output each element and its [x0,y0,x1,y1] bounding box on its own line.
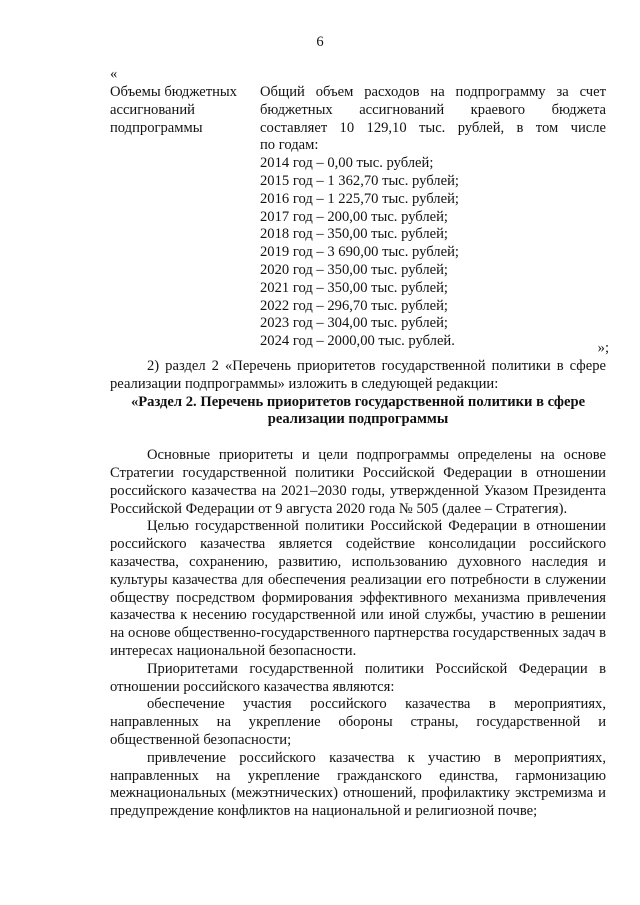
body-paragraph: Приоритетами государственной политики Российской Федерации в отношении российского казачества являются: [110,660,606,695]
body-paragraph: обеспечение участия российского казачества в мероприятиях, направленных на укрепление обороны страны, государственной и общественной безопасности; [110,696,606,748]
opening-quote: « [110,66,118,82]
budget-year-item: 2019 год – 3 690,00 тыс. рублей; [260,244,459,261]
document-body [110,358,606,821]
budget-year-item: 2017 год – 200,00 тыс. рублей; [260,208,448,225]
page-number: 6 [316,34,324,50]
section-heading-line: «Раздел 2. Перечень приоритетов государственной политики в сфере [130,393,586,410]
budget-years-list [260,155,606,351]
budget-intro-line: Общий объем расходов на подпрограмму за счет [260,84,606,100]
budget-year-item: 2024 год – 2000,00 тыс. рублей. [260,333,455,350]
budget-label-line: ассигнований [110,101,195,118]
budget-label [110,84,250,137]
section-heading [110,394,606,430]
closing-quote: »; [597,340,609,356]
budget-year-item: 2014 год – 0,00 тыс. рублей; [260,155,434,172]
budget-year-item: 2018 год – 350,00 тыс. рублей; [260,226,448,243]
budget-year-item: 2023 год – 304,00 тыс. рублей; [260,315,448,332]
budget-year-item: 2020 год – 350,00 тыс. рублей; [260,261,448,278]
budget-year-item: 2015 год – 1 362,70 тыс. рублей; [260,172,459,189]
budget-label-line: подпрограммы [110,119,203,136]
spacer [110,429,606,447]
body-paragraph: привлечение российского казачества к участию в мероприятиях, направленных на укрепление гражданского единства, гармонизацию межнациональных (межэтнических) отношений, профилактику экстремизма и предупреждение конфликтов на национальной и религиозной почве; [110,749,606,820]
budget-intro-line: составляет 10 129,10 тыс. рублей, в том числе [260,119,606,136]
budget-year-item: 2022 год – 296,70 тыс. рублей; [260,297,448,314]
amendment-item-2: 2) раздел 2 «Перечень приоритетов государственной политики в сфере реализации подпрограммы» изложить в следующей редакции: [110,358,606,392]
budget-year-item: 2016 год – 1 225,70 тыс. рублей; [260,190,459,207]
budget-label-line: Объемы бюджетных [110,84,237,100]
budget-details [260,84,606,351]
body-paragraph: Целью государственной политики Российской Федерации в отношении российского казачества является содействие консолидации российского казачества, сохранению, развитию, использованию духовного наследия и культуры казачества для обеспечения реализации его потребности в служении обществу посредством формирования эффективного механизма привлечения казачества к несению государственной или иной службы, участию в решении на основе общественно-государственного партнерства государственных задач в интересах национальной безопасности. [110,518,606,659]
body-paragraph: Основные приоритеты и цели подпрограммы определены на основе Стратегии государственной политики Российской Федерации в отношении российского казачества на 2021–2030 годы, утвержденной Указом Президента Российской Федерации от 9 августа 2020 года № 505 (далее – Стратегия). [110,447,606,517]
budget-intro-line: по годам: [260,137,319,154]
budget-intro-line: бюджетных ассигнований краевого бюджета [260,101,606,118]
budget-year-item: 2021 год – 350,00 тыс. рублей; [260,279,448,296]
section-heading-line: реализации подпрограммы [267,411,449,428]
